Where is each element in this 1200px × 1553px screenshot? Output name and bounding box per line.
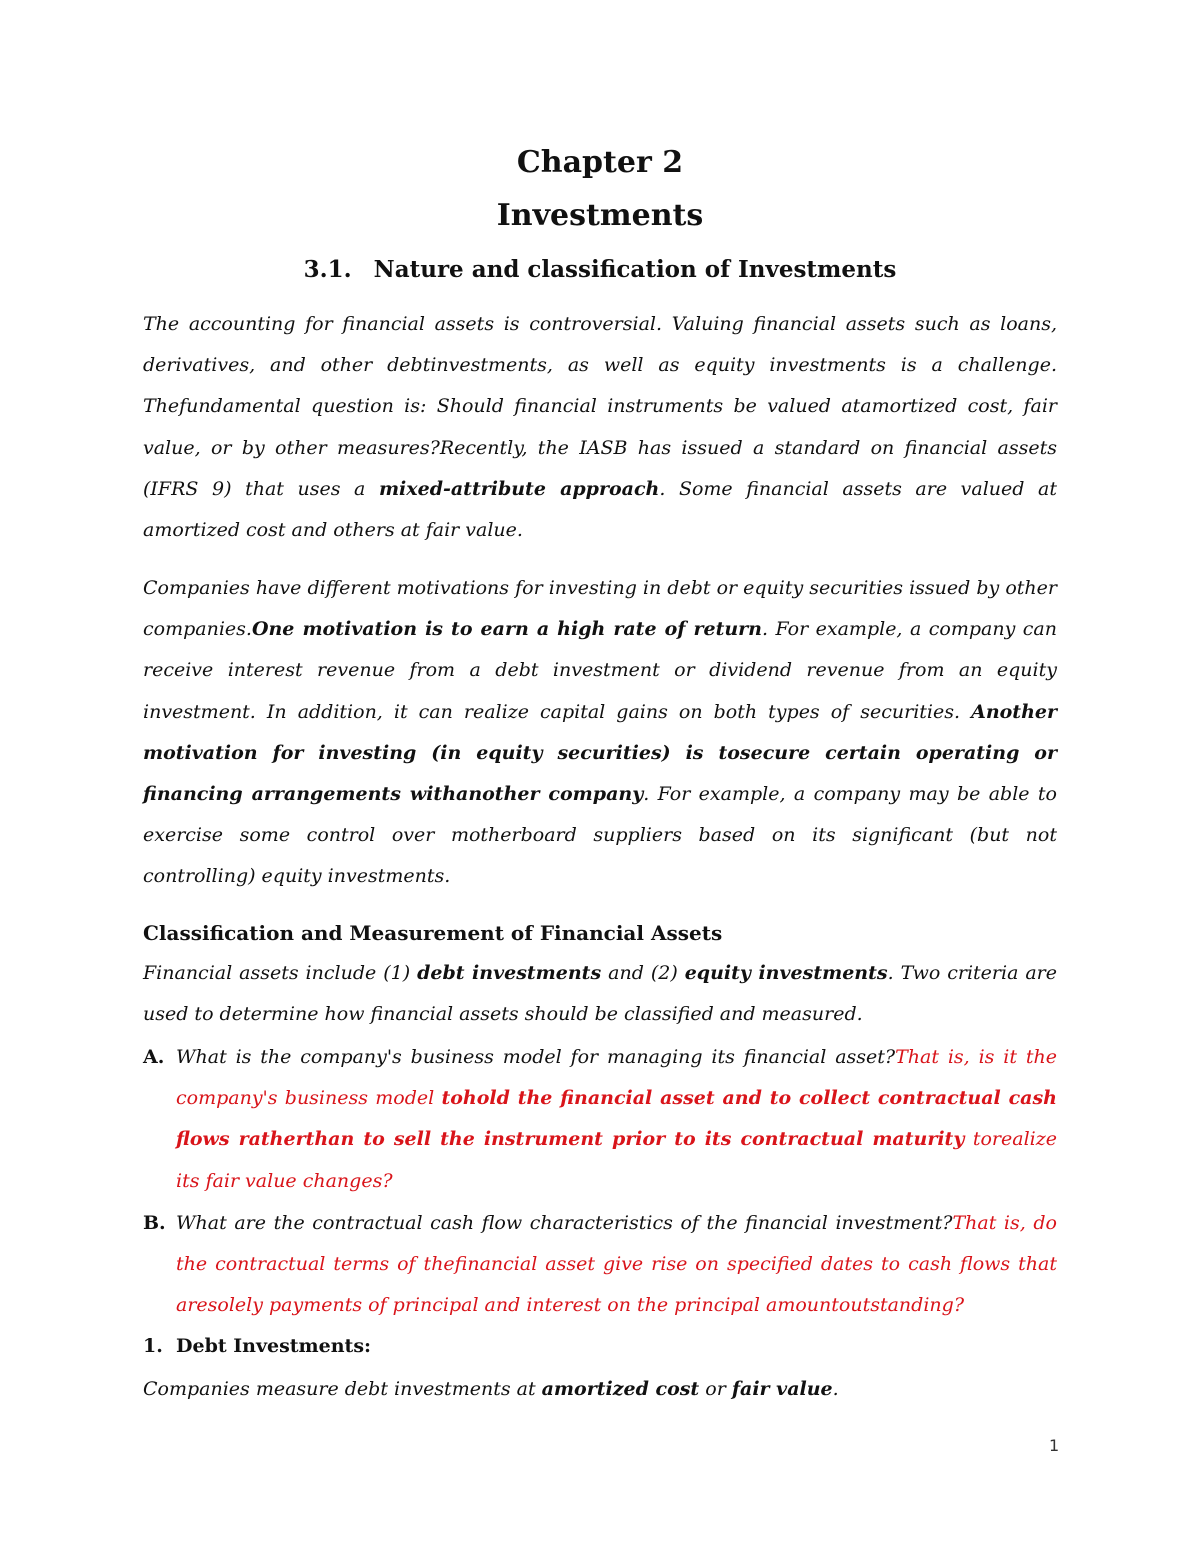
text-run: . xyxy=(832,1378,839,1400)
page-number: 1 xyxy=(1049,1436,1060,1455)
list-item-a xyxy=(143,1037,1057,1202)
bold-text: One motivation is to earn a high rate of return xyxy=(251,618,762,641)
section-heading xyxy=(0,252,1200,288)
paragraph-intro xyxy=(143,304,1057,551)
text-run: Financial assets include (1) xyxy=(143,962,418,984)
bold-text: debt investments xyxy=(417,962,602,984)
text-run: Companies measure debt investments at xyxy=(143,1378,542,1400)
bold-text: mixed-attribute approach xyxy=(378,477,660,500)
text-run: and (2) xyxy=(601,962,685,984)
page-title: Investments xyxy=(496,198,704,233)
text-run: Companies have different motivations for investing in debt or equity securities issued by other companies. xyxy=(143,577,1057,641)
text-run: What is the company's business model for managing its financial asset? xyxy=(176,1046,896,1068)
highlight-text: That is, is it the company's business model xyxy=(176,1046,1057,1110)
bold-text: equity investments xyxy=(684,962,888,984)
text-run: . Some financial assets are valued at amortized cost and others at fair value. xyxy=(143,477,1057,542)
list-label: A. xyxy=(143,1046,165,1068)
text-run: . For example, a company may be able to exercise some control over motherboard suppliers based on its significant (but not controlling) equity investments. xyxy=(143,783,1057,888)
text-run: What are the contractual cash flow characteristics of the financial investment? xyxy=(176,1212,953,1234)
paragraph-criteria xyxy=(143,953,1057,1035)
section-number: 3.1. xyxy=(303,256,352,283)
section-title: Nature and classification of Investments xyxy=(373,256,897,283)
paragraph-motivations xyxy=(143,568,1057,898)
text-run: or xyxy=(699,1378,732,1400)
list-item-b xyxy=(143,1203,1057,1327)
list-label: B. xyxy=(143,1212,166,1234)
list-item-1 xyxy=(143,1326,1057,1367)
paragraph-debt xyxy=(143,1369,1057,1410)
list-label: 1. xyxy=(143,1335,163,1357)
bold-text: amortized cost xyxy=(541,1378,700,1400)
bold-text: fair value xyxy=(731,1378,833,1400)
highlight-text: That is, do the contractual terms of thefinancial asset give rise on specified dates to cash flows that aresolely payments of principal and interest on the principal amountoutstanding? xyxy=(176,1212,1057,1317)
text-run: . For example, a company can receive interest revenue from a debt investment or dividend revenue from an equity investment. In addition, it can realize capital gains on both types of securities. xyxy=(143,618,1057,723)
subsection-heading: Classification and Measurement of Financial Assets xyxy=(143,921,723,945)
highlight-bold-text: tohold the financial asset and to collect contractual cash flows ratherthan to sell the instrument prior to its contractual maturity xyxy=(176,1087,1057,1151)
list-item-heading: Debt Investments: xyxy=(176,1335,372,1357)
bold-text: Another motivation for investing (in equity securities) is tosecure certain operating or financing arrangements withanother company xyxy=(143,700,1057,806)
list-item-text xyxy=(176,1203,1057,1327)
list-item-text xyxy=(176,1037,1057,1202)
text-run: . Two criteria are used to determine how financial assets should be classified and measured. xyxy=(143,962,1058,1026)
highlight-text: torealize its fair value changes? xyxy=(176,1128,1057,1192)
chapter-heading: Chapter 2 xyxy=(516,145,684,180)
text-run: The accounting for financial assets is controversial. Valuing financial assets such as loans, derivatives, and other debtinvestments, as well as equity investments is a challenge. Thefundamental question is: Should financial instruments be valued atamortized cost, fair value, or by other measures?Recently, the IASB has issued a standard on financial assets (IFRS 9) that uses a xyxy=(143,313,1057,500)
